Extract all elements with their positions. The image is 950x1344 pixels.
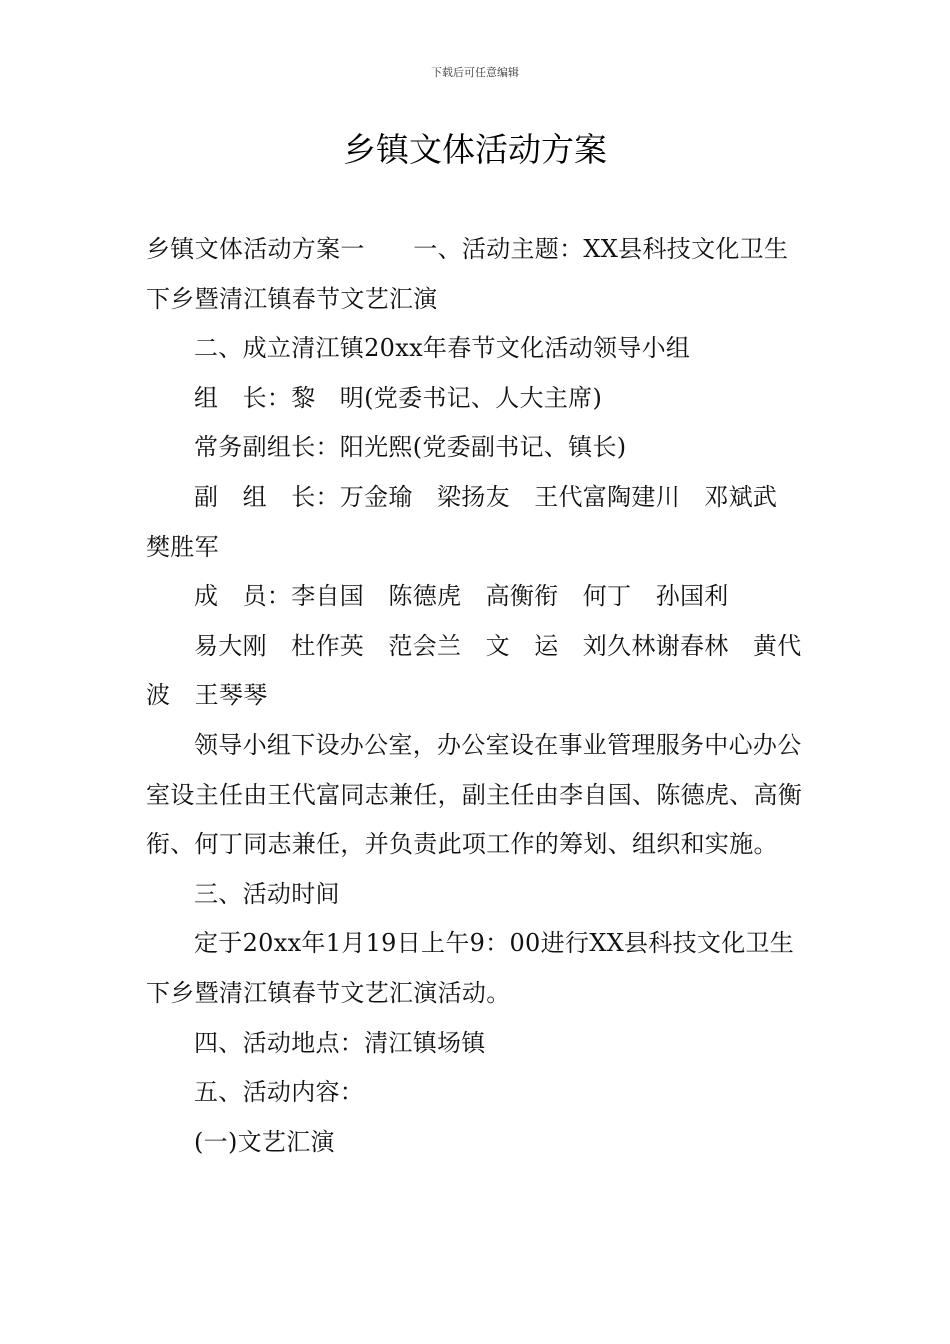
paragraph-schedule: 定于20xx年1月19日上午9：00进行XX县科技文化卫生下乡暨清江镇春节文艺汇演活动。 [146,929,795,1007]
header-note: 下载后可任意编辑 [431,66,519,79]
paragraph-section-3: 三、活动时间 [194,879,340,908]
document-title: 乡镇文体活动方案 [343,130,607,169]
document-body [146,225,806,1167]
paragraph-office: 领导小组下设办公室，办公室设在事业管理服务中心办公室设主任由王代富同志兼任，副主任由李自国、陈德虎、高衡衔、何丁同志兼任，并负责此项工作的筹划、组织和实施。 [146,730,803,859]
paragraph-executive-deputy: 常务副组长：阳光熙(党委副书记、镇长) [194,433,627,462]
paragraph-deputy-leaders: 副 组 长：万金瑜 梁扬友 王代富陶建川 邓斌武 樊胜军 [146,482,802,561]
paragraph-intro-theme: 乡镇文体活动方案一 一、活动主题：XX县科技文化卫生下乡暨清江镇春节文艺汇演 [146,235,789,313]
paragraph-leader: 组 长：黎 明(党委书记、人大主席) [194,383,603,412]
paragraph-section-4: 四、活动地点：清江镇场镇 [194,1028,486,1057]
paragraph-section-2: 二、成立清江镇20xx年春节文化活动领导小组 [194,334,691,363]
paragraph-subsection-1: (一)文艺汇演 [194,1127,335,1156]
paragraph-members: 成 员：李自国 陈德虎 高衡衔 何丁 孙国利 [194,582,729,611]
paragraph-members-continued: 易大刚 杜作英 范会兰 文 运 刘久林谢春林 黄代波 王琴琴 [146,631,802,710]
paragraph-section-5: 五、活动内容： [194,1078,365,1107]
